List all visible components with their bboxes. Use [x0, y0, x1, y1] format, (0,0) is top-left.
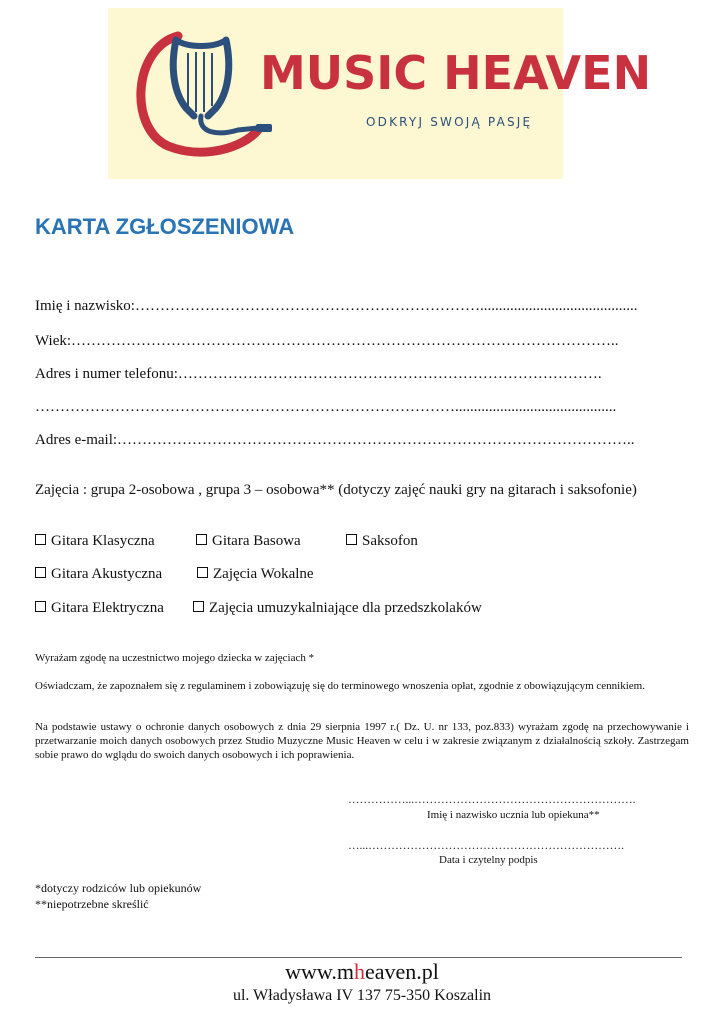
checkbox-label: Gitara Elektryczna — [51, 600, 164, 616]
website-part: eaven.pl — [364, 959, 439, 984]
checkbox-label: Gitara Basowa — [212, 533, 301, 549]
checkbox-icon[interactable] — [193, 601, 204, 612]
checkbox-icon[interactable] — [35, 601, 46, 612]
checkbox-gitara-akustyczna[interactable] — [35, 566, 162, 583]
field-email[interactable]: Adres e-mail:………………………………………………………………………………………….. — [35, 432, 635, 448]
checkbox-icon[interactable] — [197, 567, 208, 578]
website-highlight: h — [353, 959, 365, 984]
website[interactable] — [0, 959, 724, 985]
checkbox-icon[interactable] — [35, 534, 46, 545]
checkbox-saksofon[interactable] — [346, 533, 418, 550]
logo — [108, 8, 652, 179]
signature-line-date[interactable]: …...…………………………………………………………. — [348, 840, 624, 852]
checkbox-zajecia-umuzykalniajace[interactable] — [193, 600, 482, 617]
checkbox-icon[interactable] — [346, 534, 357, 545]
data-consent: Na podstawie ustawy o ochronie danych osobowych z dnia 29 sierpnia 1997 r.( Dz. U. nr 133, poz.833) wyrażam zgodę na przechowywanie i przetwarzanie moich danych osobowych przez Studio Muzyczne Music Heaven w celu i w zakresie związanym z działalnością szkoły. Zastrzegam sobie prawo do wglądu do swoich danych osobowych i ich poprawienia. — [35, 721, 689, 761]
form-title: KARTA ZGŁOSZENIOWA — [35, 214, 295, 239]
footnote-strike: **niepotrzebne skreślić — [35, 897, 149, 911]
checkbox-label: Saksofon — [362, 533, 418, 549]
brand-tagline: ODKRYJ SWOJĄ PASJĘ — [366, 115, 533, 129]
checkbox-label: Gitara Klasyczna — [51, 533, 155, 549]
field-address-continued[interactable]: …………………………………………………………………………........................................... — [35, 399, 617, 415]
checkbox-zajecia-wokalne[interactable] — [197, 566, 314, 583]
checkbox-icon[interactable] — [35, 567, 46, 578]
website-part: www.m — [285, 959, 354, 984]
checkbox-gitara-basowa[interactable] — [196, 533, 301, 550]
checkbox-label: Zajęcia umuzykalniające dla przedszkolaków — [209, 600, 482, 616]
brand-name: MUSIC HEAVEN — [260, 46, 652, 100]
signature-label-date: Data i czytelny podpis — [439, 854, 538, 866]
checkbox-label: Zajęcia Wokalne — [213, 566, 314, 582]
checkbox-gitara-elektryczna[interactable] — [35, 600, 164, 617]
declaration: Oświadczam, że zapoznałem się z regulaminem i zobowiązuję się do terminowego wnoszenia opłat, zgodnie z obowiązującym cennikiem. — [35, 680, 645, 692]
checkbox-gitara-klasyczna[interactable] — [35, 533, 155, 550]
checkbox-icon[interactable] — [196, 534, 207, 545]
checkbox-label: Gitara Akustyczna — [51, 566, 163, 582]
field-name[interactable]: Imię i nazwisko:…………………………………………………………….......................................... — [35, 298, 638, 314]
footer-divider — [35, 957, 682, 958]
signature-label-name: Imię i nazwisko ucznia lub opiekuna** — [427, 809, 600, 821]
footnote-parents: *dotyczy rodziców lub opiekunów — [35, 881, 202, 895]
consent-child: Wyrażam zgodę na uczestnictwo mojego dziecka w zajęciach * — [35, 652, 315, 664]
signature-line-name[interactable]: ……………...…………………………………………………. — [348, 794, 636, 806]
field-address-phone[interactable]: Adres i numer telefonu:…………………………………………………………………………. — [35, 366, 602, 382]
address: ul. Władysława IV 137 75-350 Koszalin — [232, 987, 492, 1004]
classes-info: Zajęcia : grupa 2-osobowa , grupa 3 – osobowa** (dotyczy zajęć nauki gry na gitarach i saksofonie) — [35, 482, 637, 498]
field-age[interactable]: Wiek:……………………………………………………………………………………………….. — [35, 333, 619, 349]
